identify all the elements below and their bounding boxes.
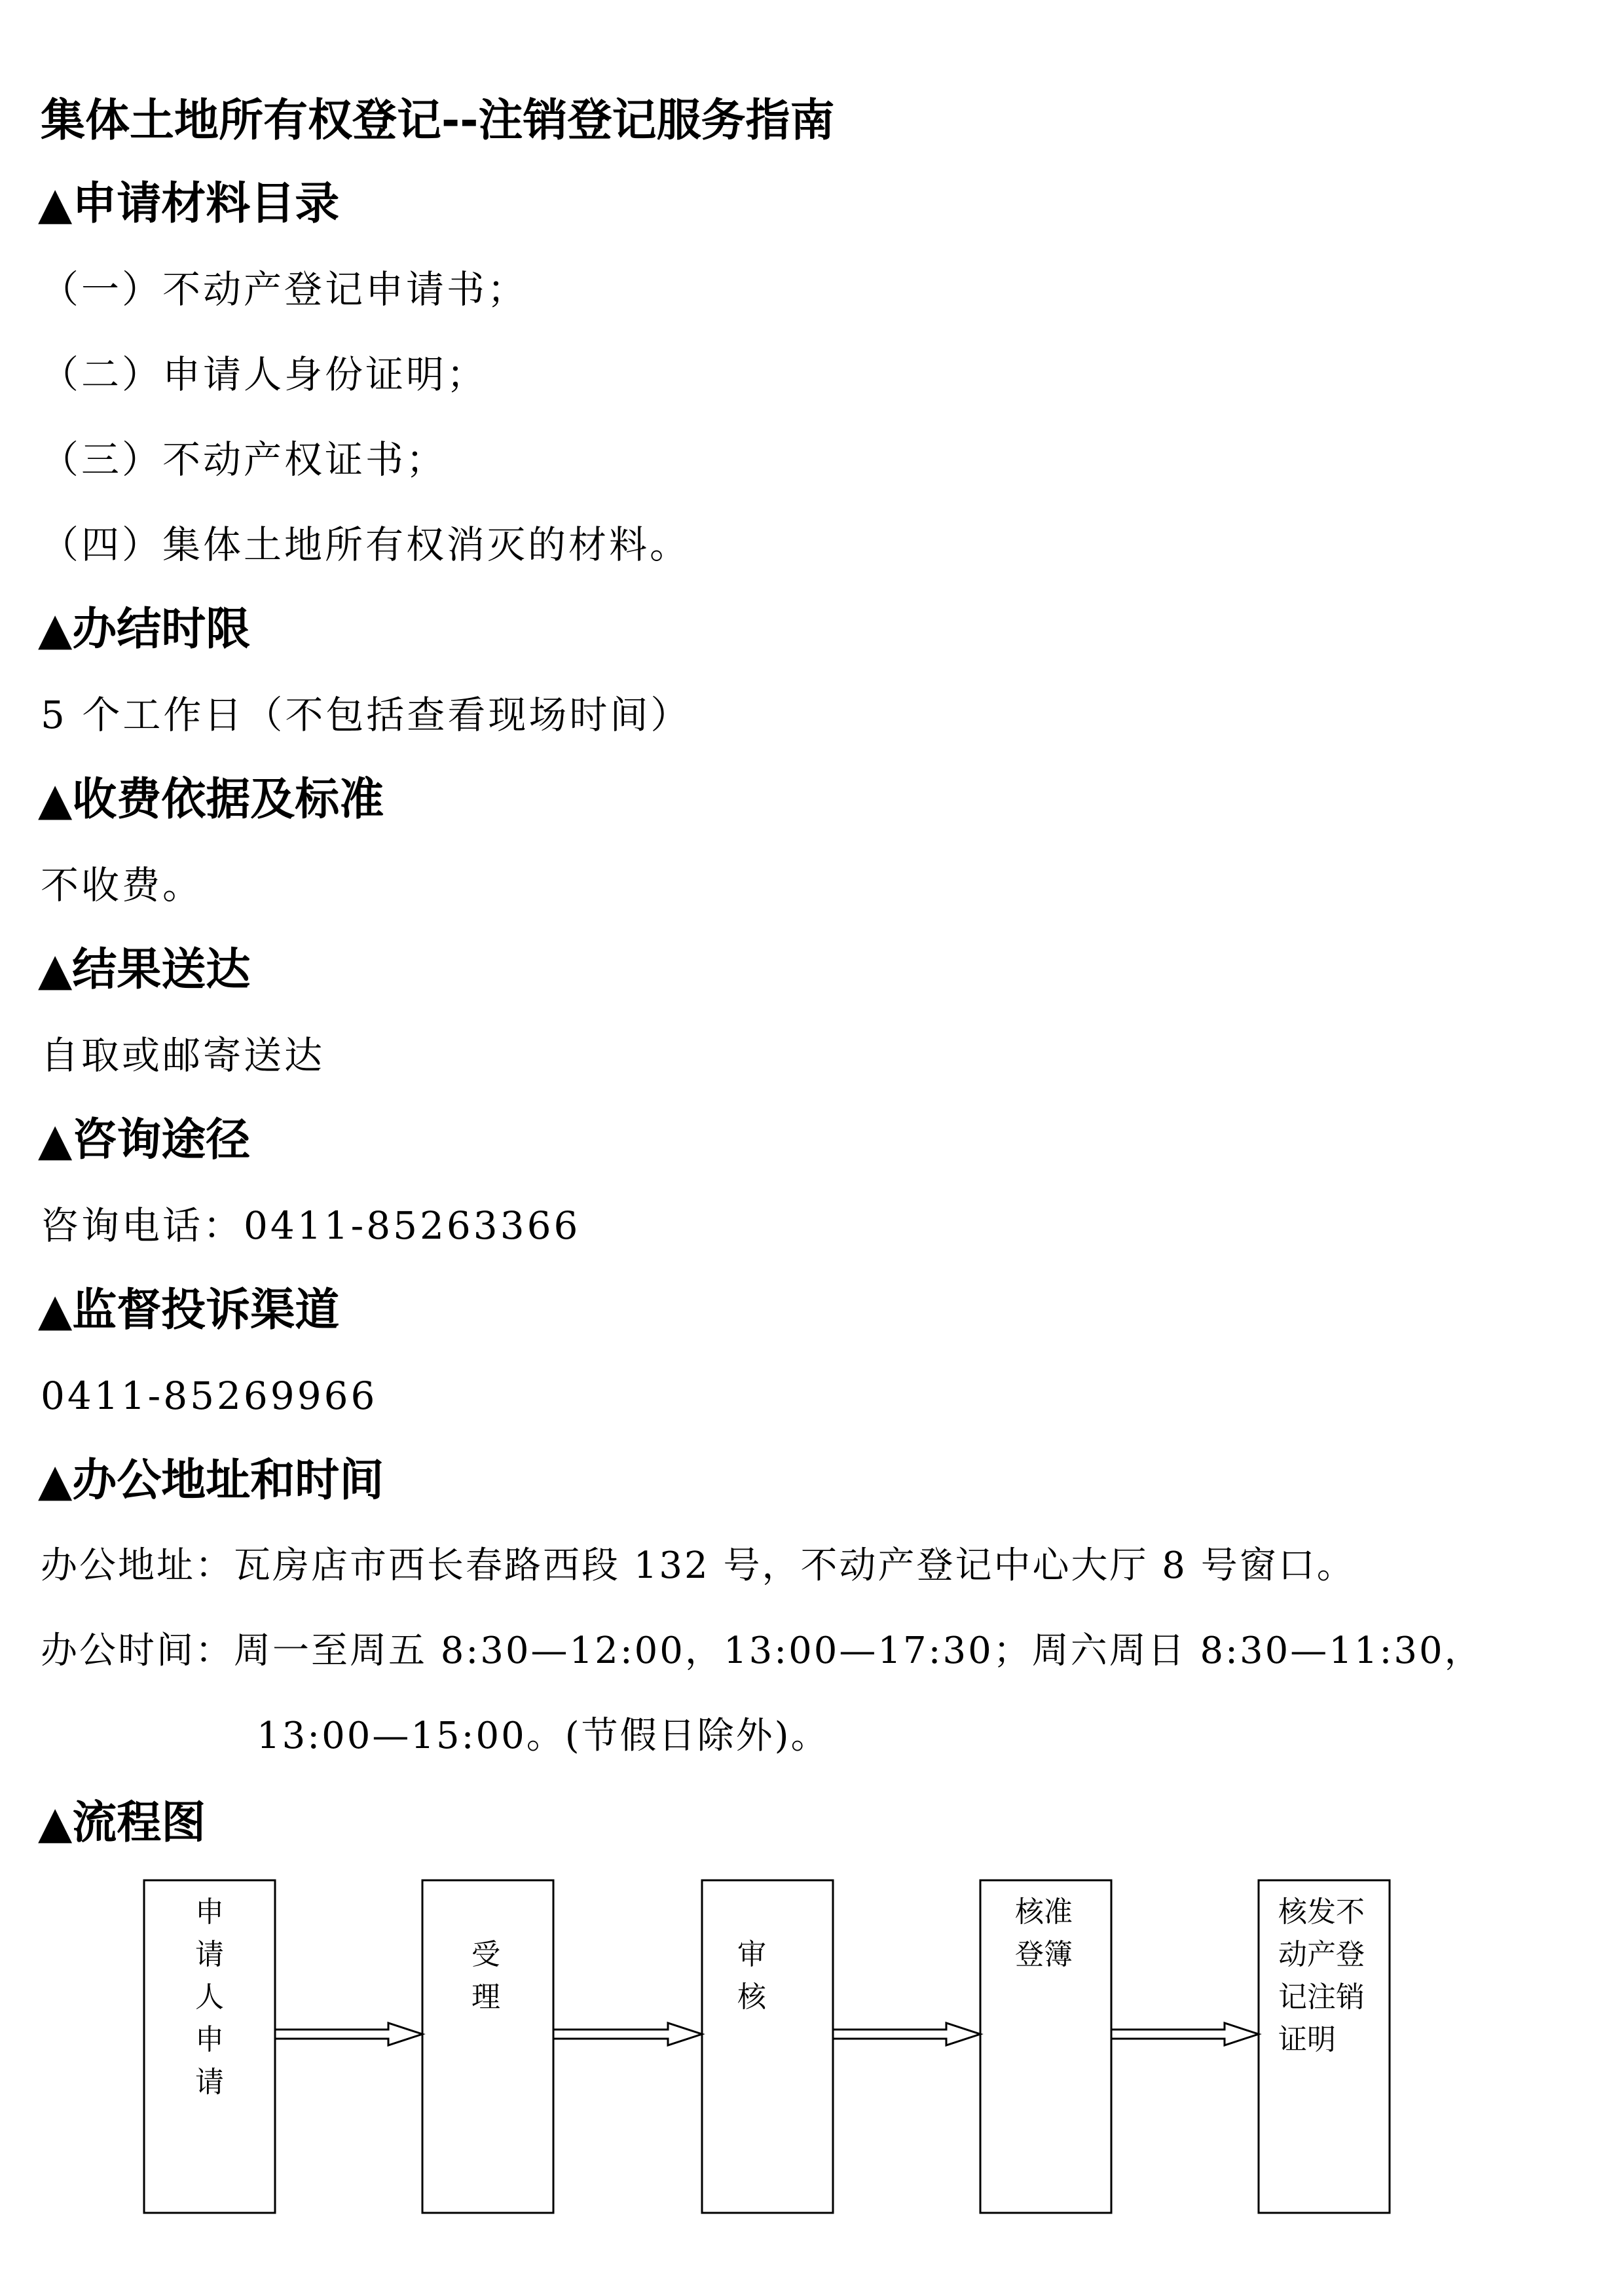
heading-fee: ▲收费依据及标准 — [38, 774, 384, 826]
heading-flowchart: ▲流程图 — [38, 1797, 206, 1849]
office-hours-line1: 办公时间：周一至周五 8:30—12:00，13:00—17:30；周六周日 8:30—11:30， — [41, 1630, 1483, 1672]
flow-step5-line4: 证明 — [1278, 2023, 1336, 2056]
material-item-2: （二）申请人身份证明； — [41, 352, 488, 397]
flow-box-accept — [422, 1880, 553, 2213]
flow-step5-line2: 动产登 — [1278, 1938, 1365, 1971]
material-item-1: （一）不动产登记申请书； — [41, 267, 528, 312]
flow-step1-line2: 请 — [195, 1938, 224, 1971]
time-limit-text: 5 个工作日（不包括查看现场时间） — [41, 693, 692, 737]
flow-step4-line2: 登簿 — [1015, 1938, 1073, 1971]
flow-step4-line1: 核准 — [1015, 1895, 1073, 1929]
heading-time-limit: ▲办结时限 — [38, 604, 251, 655]
flow-step1-line1: 申 — [195, 1895, 224, 1929]
complaint-phone-text: 0411-85269966 — [41, 1374, 378, 1418]
page-title: 集体土地所有权登记--注销登记服务指南 — [41, 95, 835, 147]
flow-step1-line3: 人 — [195, 1980, 224, 2014]
heading-materials: ▲申请材料目录 — [38, 178, 340, 230]
heading-consult: ▲咨询途径 — [38, 1114, 251, 1166]
flow-step1-line4: 申 — [195, 2023, 224, 2056]
office-hours-line2: 13:00—15:00。(节假日除外)。 — [257, 1715, 830, 1757]
heading-office: ▲办公地址和时间 — [38, 1455, 384, 1506]
flow-step5-line1: 核发不 — [1278, 1895, 1365, 1929]
material-item-3: （三）不动产权证书； — [41, 437, 447, 482]
consult-phone-text: 咨询电话：0411-85263366 — [41, 1203, 581, 1248]
material-item-4: （四）集体土地所有权消灭的材料。 — [41, 522, 691, 567]
flow-arrow-3 — [833, 2023, 980, 2045]
flow-step2-line2: 理 — [471, 1980, 500, 2014]
flow-step5-line3: 记注销 — [1278, 1980, 1365, 2014]
delivery-text: 自取或邮寄送达 — [41, 1033, 325, 1078]
flow-arrow-4 — [1111, 2023, 1259, 2045]
flow-step2-line1: 受 — [471, 1938, 500, 1971]
heading-delivery: ▲结果送达 — [38, 944, 251, 996]
office-address-text: 办公地址：瓦房店市西长春路西段 132 号，不动产登记中心大厅 8 号窗口。 — [41, 1544, 1356, 1587]
flow-arrow-2 — [553, 2023, 702, 2045]
flow-step3-line1: 审 — [737, 1938, 766, 1971]
flow-step1-line5: 请 — [195, 2066, 224, 2099]
flow-arrow-1 — [275, 2023, 422, 2045]
flow-box-review — [702, 1880, 833, 2213]
fee-text: 不收费。 — [41, 863, 204, 907]
flow-step3-line2: 核 — [737, 1980, 766, 2014]
flow-box-register — [980, 1880, 1111, 2213]
heading-complaint: ▲监督投诉渠道 — [38, 1285, 340, 1336]
